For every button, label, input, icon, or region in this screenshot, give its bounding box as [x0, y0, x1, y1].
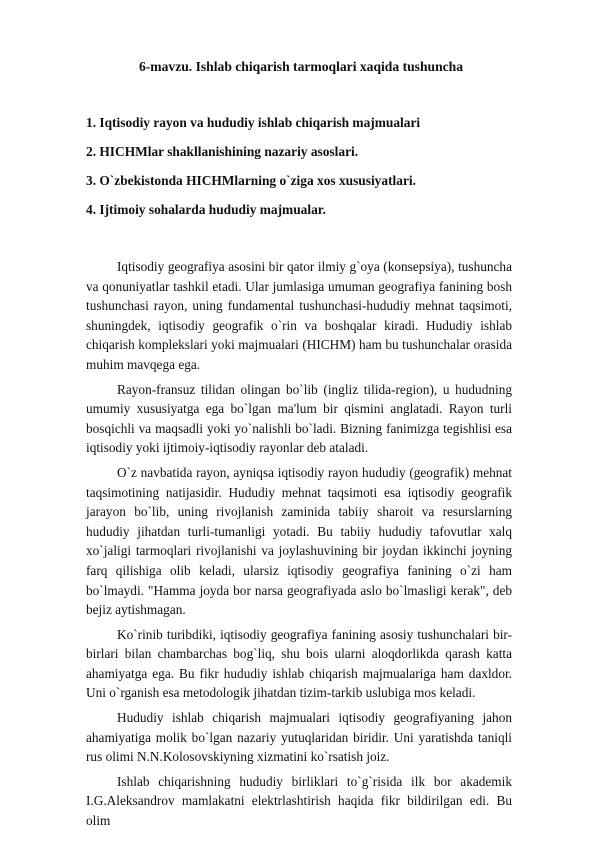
paragraph: O`z navbatida rayon, ayniqsa iqtisodiy rayon hududiy (geografik) mehnat taqsimotining natijasidir. Hududiy mehnat taqsimoti esa iqtisodiy geografik jarayon bo`lib, uning rivojlanish zaminida tabiiy sharoit va resurslarning hududiy jihatdan turli-tumanligi yotadi. Bu tabiiy hududiy tafovutlar xalq xo`jaligi tarmoqlari rivojlanishi va joylashuvining bir joydan ikkinchi joyning farq qilishiga olib keladi, ularsiz iqtisodiy geografiya fanining o`zi ham bo`lmaydi. "Hamma joyda bor narsa geografiyada aslo bo`lmasligi kerak", deb bejiz aytishmagan. [86, 464, 512, 618]
page-title: 6-mavzu. Ishlab chiqarish tarmoqlari xaqida tushuncha [138, 59, 464, 74]
plan-item: 2. HICHMlar shakllanishining nazariy asoslari. [86, 144, 359, 159]
topic-plan-list [86, 114, 512, 219]
plan-item: 1. Iqtisodiy rayon va hududiy ishlab chiqarish majmualari [86, 115, 421, 130]
paragraph: Hududiy ishlab chiqarish majmualari iqtisodiy geografiyaning jahon ahamiyatiga molik bo`lgan nazariy yutuqlaridan biridir. Uni yaratishda taniqli rus olimi N.N.Kolosovskiyning xizmatini ko`rsatish joiz. [86, 710, 512, 765]
paragraph: Rayon-fransuz tilidan olingan bo`lib (ingliz tilida-region), u hududning umumiy xususiyatga ega bo`lgan ma'lum bir qismini anglatadi. Rayon turli bosqichli va maqsadli yoki yo`nalishli bo`ladi. Bizning fanimizga tegishlisi esa iqtisodiy yoki ijtimoiy-iqtisodiy rayonlar deb ataladi. [86, 381, 512, 456]
body-text [86, 257, 512, 831]
paragraph: Ko`rinib turibdiki, iqtisodiy geografiya fanining asosiy tushunchalari bir-birlari bilan chambarchas bog`liq, shu bois ularni aloqdorlikda qarash katta ahamiyatga ega. Bu fikr hududiy ishlab chiqarish majmualariga ham daxldor. Uni o`rganish esa metodologik jihatdan tizim-tarkib uslubiga mos keladi. [86, 626, 512, 701]
plan-item: 4. Ijtimoiy sohalarda hududiy majmualar. [86, 202, 326, 217]
paragraph: Iqtisodiy geografiya asosini bir qator ilmiy g`oya (konsepsiya), tushuncha va qonuniyatlar tashkil etadi. Ular jumlasiga umuman geografiya fanining bosh tushunchasi rayon, uning fundamental tushunchasi-hududiy mehnat taqsimoti, shuningdek, iqtisodiy geografik o`rin va boshqalar kiradi. Hududiy ishlab chiqarish komplekslari yoki majmualari (HICHM) ham bu tushunchalar orasida muhim mavqega ega. [86, 259, 512, 372]
paragraph: Ishlab chiqarishning hududiy birliklari to`g`risida ilk bor akademik I.G.Aleksandrov mamlakatni elektrlashtirish haqida fikr bildirilgan edi. Bu olim [86, 773, 512, 829]
plan-item: 3. O`zbekistonda HICHMlarning o`ziga xos xususiyatlari. [86, 173, 416, 188]
